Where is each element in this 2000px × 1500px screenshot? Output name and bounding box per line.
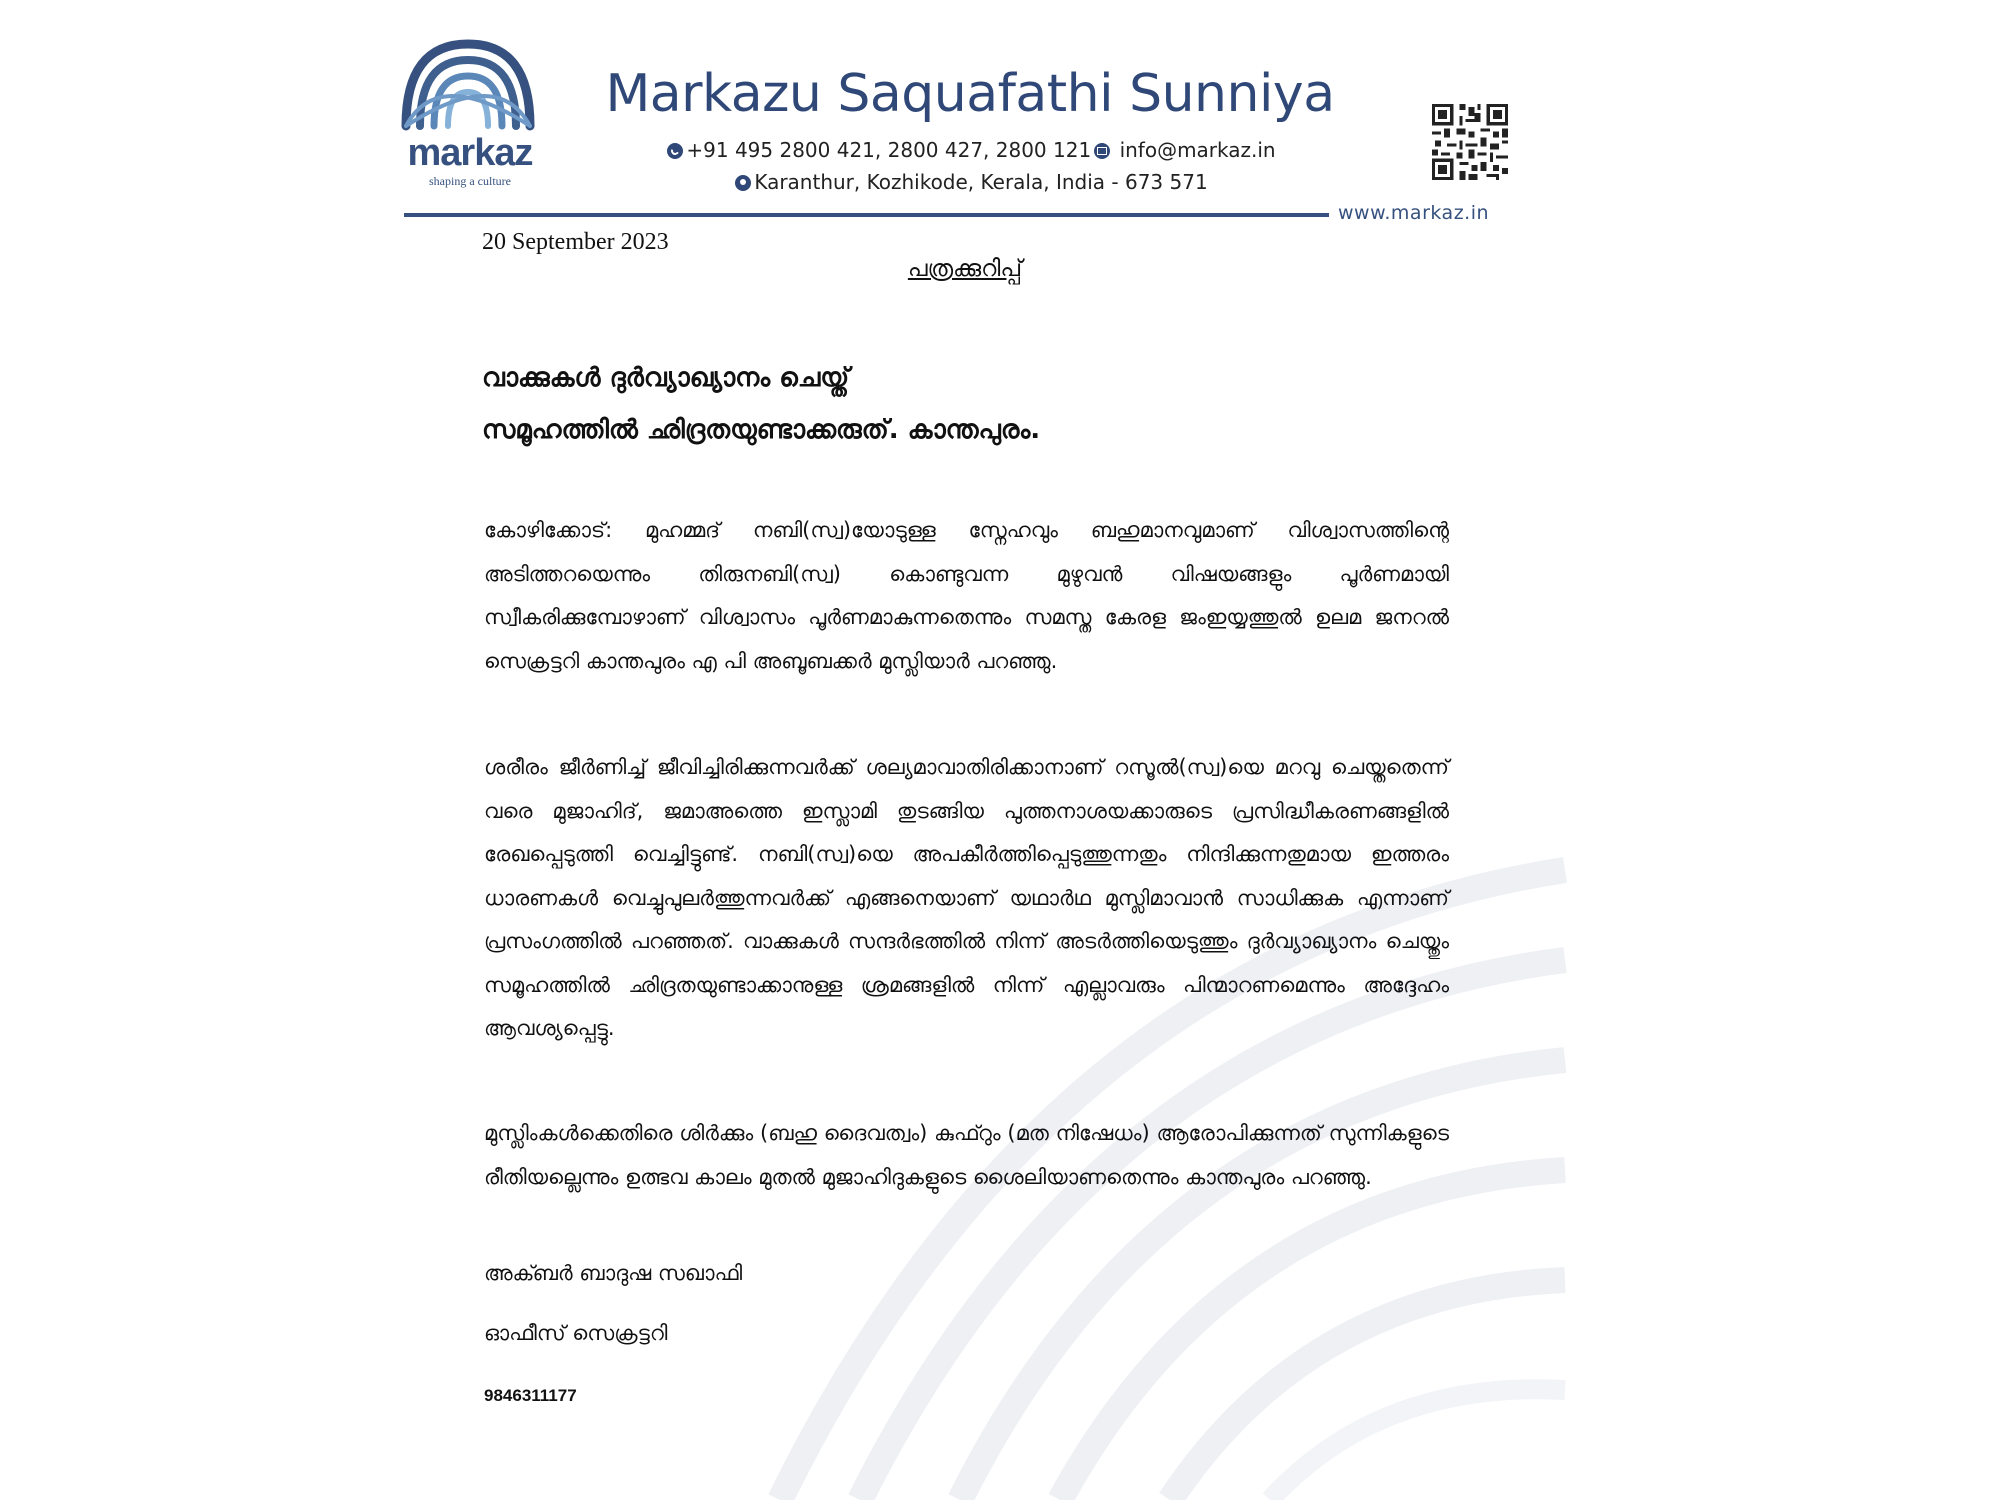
logo-wordmark: markaz [407,132,533,174]
body-paragraph-3: മുസ്ലിംകൾക്കെതിരെ ശിർക്കും (ബഹു ദൈവത്വം) കുഫ്റും (മത നിഷേധം) ആരോപിക്കുന്നത് സുന്നികളുടെ രീതിയല്ലെന്നും ഉത്ഭവ കാലം മുതൽ മുജാഹിദുകളുടെ ശൈലിയാണതെന്നും കാന്തപുരം പറഞ്ഞു. [484,1121,1449,1189]
signatory-phone: 9846311177 [484,1386,577,1405]
qr-code-icon [1432,104,1508,180]
phone-icon [667,143,683,159]
headline-line-1: വാക്കുകൾ ദുർവ്യാഖ്യാനം ചെയ്ത് [482,363,850,393]
signatory-name: അക്ബർ ബാദുഷ സഖാഫി [484,1261,743,1285]
body-paragraph-1: കോഴിക്കോട്: മുഹമ്മദ് നബി(സ്വ)യോടുള്ള സ്നേഹവും ബഹുമാനവുമാണ് വിശ്വാസത്തിന്റെ അടിത്തറയെന്നും തിരുനബി(സ്വ) കൊണ്ടുവന്ന മുഴുവൻ വിഷയങ്ങളും പൂർണമായി സ്വീകരിക്കുമ്പോഴാണ് വിശ്വാസം പൂർണമാകുന്നതെന്നും സമസ്ത കേരള ജംഇയ്യത്തുൽ ഉലമ ജനറൽ സെക്രട്ടറി കാന്തപുരം എ പി അബൂബക്കർ മുസ്ലിയാർ പറഞ്ഞു. [484,518,1450,673]
letterhead-divider [404,213,1329,217]
logo-tagline: shaping a culture [429,174,511,188]
phone-numbers: +91 495 2800 421, 2800 427, 2800 121 [686,138,1092,162]
email-address[interactable]: info@markaz.in [1119,138,1276,162]
contact-line-address [600,170,1340,194]
mail-icon [1094,143,1110,159]
signatory-title: ഓഫീസ് സെക്രട്ടറി [484,1321,668,1345]
contact-line-phone-email [600,138,1340,162]
organization-name: Markazu Saquafathi Sunniya [605,64,1335,124]
press-release-label: പത്രക്കുറിപ്പ് [907,256,1023,282]
website-link[interactable]: www.markaz.in [1338,202,1490,224]
document-date: 20 September 2023 [482,229,669,255]
location-pin-icon [735,175,751,191]
body-paragraph-2: ശരീരം ജീർണിച്ച് ജീവിച്ചിരിക്കുന്നവർക്ക് ശല്യമാവാതിരിക്കാനാണ് റസൂൽ(സ്വ)യെ മറവു ചെയ്തതെന്ന് വരെ മുജാഹിദ്, ജമാഅത്തെ ഇസ്ലാമി തുടങ്ങിയ പുത്തനാശയക്കാരുടെ പ്രസിദ്ധീകരണങ്ങളിൽ രേഖപ്പെടുത്തി വെച്ചിട്ടുണ്ട്. നബി(സ്വ)യെ അപകീർത്തിപ്പെടുത്തുന്നതും നിന്ദിക്കുന്നതുമായ ഇത്തരം ധാരണകൾ വെച്ചുപുലർത്തുന്നവർക്ക് എങ്ങനെയാണ് യഥാർഥ മുസ്ലിമാവാൻ സാധിക്കുക എന്നാണ് പ്രസംഗത്തിൽ പറഞ്ഞത്. വാക്കുകൾ സന്ദർഭത്തിൽ നിന്ന് അടർത്തിയെടുത്തും ദുർവ്യാഖ്യാനം ചെയ്തും സമൂഹത്തിൽ ഛിദ്രതയുണ്ടാക്കാനുള്ള ശ്രമങ്ങളിൽ നിന്ന് എല്ലാവരും പിന്മാറണമെന്നും അദ്ദേഹം ആവശ്യപ്പെട്ടു. [484,755,1449,1040]
headline-line-2: സമൂഹത്തിൽ ഛിദ്രതയുണ്ടാക്കരുത്. കാന്തപുരം. [482,415,1041,445]
postal-address: Karanthur, Kozhikode, Kerala, India - 673 571 [754,170,1208,194]
